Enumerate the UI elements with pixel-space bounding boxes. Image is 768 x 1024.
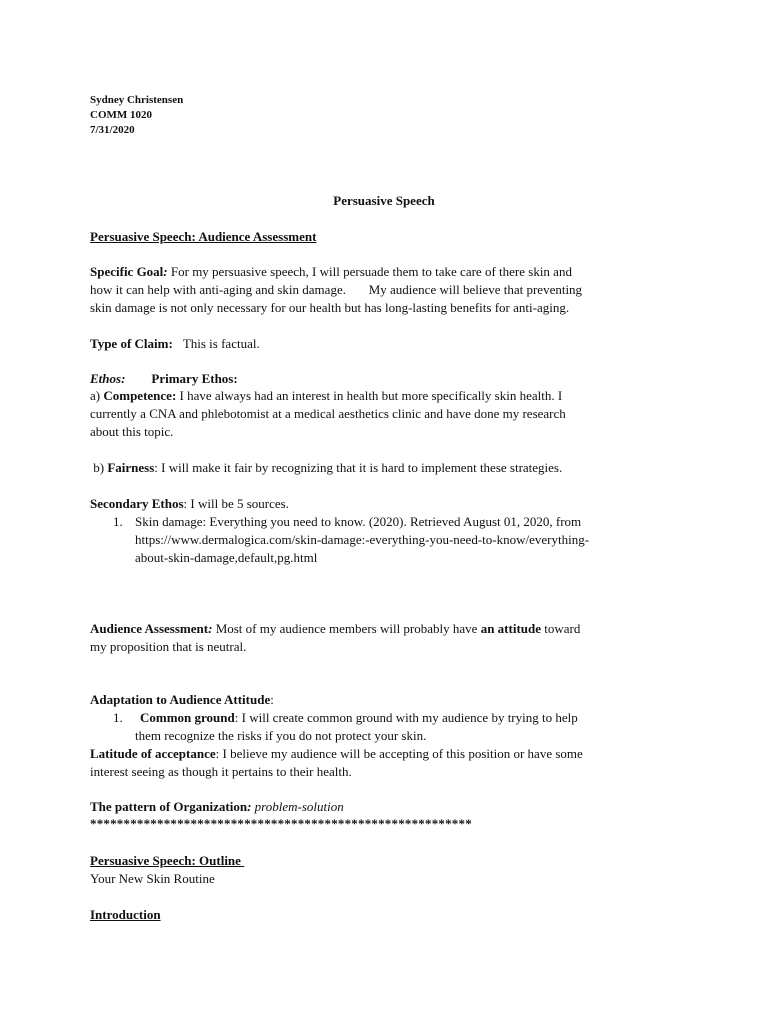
competence-prefix: a): [90, 388, 104, 403]
pattern-colon: :: [247, 799, 252, 814]
specific-goal-line-3: skin damage is not only necessary for our health but has long-lasting benefits for anti-aging.: [90, 300, 570, 315]
source-link-line-3: about-skin-damage,default,pg.html: [135, 550, 318, 565]
course-code: COMM 1020: [90, 109, 153, 121]
latitude-label: Latitude of acceptance: [90, 746, 216, 761]
common-ground-text: : I will create common ground with my audience by trying to help: [234, 710, 578, 725]
fairness-label: Fairness: [107, 460, 155, 475]
author-name: Sydney Christensen: [90, 94, 184, 106]
divider-stars: *********************************************************: [90, 816, 472, 831]
outline-title: Your New Skin Routine: [90, 871, 215, 886]
type-of-claim: [90, 335, 260, 353]
source-number: 1.: [113, 514, 123, 529]
assessment-heading: Persuasive Speech: Audience Assessment: [90, 229, 317, 244]
adaptation-item-line-2: them recognize the risks if you do not protect your skin.: [135, 728, 427, 743]
competence-label: Competence:: [103, 388, 177, 403]
document-date: 7/31/2020: [90, 124, 135, 136]
ethos-label: Ethos:: [90, 371, 126, 386]
latitude-line-1: [90, 745, 583, 763]
outline-heading: Persuasive Speech: Outline: [90, 853, 245, 868]
competence-line-1: [90, 387, 562, 405]
audience-assessment-text: Most of my audience members will probably have: [212, 621, 481, 636]
fairness-prefix: b): [90, 460, 108, 475]
competence-line-3: about this topic.: [90, 424, 174, 439]
type-of-claim-text: This is factual.: [182, 336, 260, 351]
latitude-line-2: interest seeing as though it pertains to their health.: [90, 764, 352, 779]
fairness-line: [90, 459, 562, 477]
source-line-1: Skin damage: Everything you need to know. (2020). Retrieved August 01, 2020, from: [135, 514, 582, 529]
adaptation-item-line-1: [140, 709, 578, 727]
primary-ethos-label: Primary Ethos:: [151, 371, 238, 386]
secondary-ethos-label: Secondary Ethos: [90, 496, 184, 511]
adaptation-colon: :: [270, 692, 274, 707]
audience-assessment-colon: :: [208, 621, 213, 636]
specific-goal-line-2: how it can help with anti-aging and skin damage. My audience will believe that preventing: [90, 282, 583, 297]
ethos-heading: [90, 370, 238, 388]
introduction-heading: Introduction: [90, 907, 161, 922]
type-of-claim-label: Type of Claim:: [90, 336, 173, 351]
audience-assessment-label: Audience Assessment: [90, 621, 209, 636]
secondary-ethos: [90, 495, 289, 513]
pattern-of-organization: [90, 798, 344, 816]
pattern-value: problem-solution: [251, 799, 344, 814]
audience-assessment-text-after: toward: [541, 621, 581, 636]
latitude-text: : I believe my audience will be accepting of this position or have some: [215, 746, 583, 761]
competence-line-2: currently a CNA and phlebotomist at a medical aesthetics clinic and have done my research: [90, 406, 566, 421]
common-ground-label: Common ground: [140, 710, 235, 725]
pattern-label: The pattern of Organization: [90, 799, 248, 814]
competence-text-1: I have always had an interest in health but more specifically skin health. I: [176, 388, 563, 403]
adaptation-label: Adaptation to Audience Attitude: [90, 692, 271, 707]
adaptation-heading: [90, 691, 274, 709]
specific-goal-label: Specific Goal: [90, 264, 164, 279]
audience-assessment-bold: an attitude: [480, 621, 541, 636]
fairness-text: : I will make it fair by recognizing that it is hard to implement these strategies.: [154, 460, 563, 475]
specific-goal-text-1: For my persuasive speech, I will persuade them to take care of there skin and: [167, 264, 572, 279]
secondary-ethos-text: : I will be 5 sources.: [183, 496, 289, 511]
audience-assessment-line-1: [90, 620, 580, 638]
audience-assessment-line-2: my proposition that is neutral.: [90, 639, 247, 654]
page-title: Persuasive Speech: [333, 193, 435, 208]
specific-goal-colon: :: [163, 264, 168, 279]
specific-goal-line-1: [90, 263, 572, 281]
adaptation-item-number: 1.: [113, 710, 123, 725]
source-link-line-2: https://www.dermalogica.com/skin-damage:-everything-you-need-to-know/everything-: [135, 532, 590, 547]
